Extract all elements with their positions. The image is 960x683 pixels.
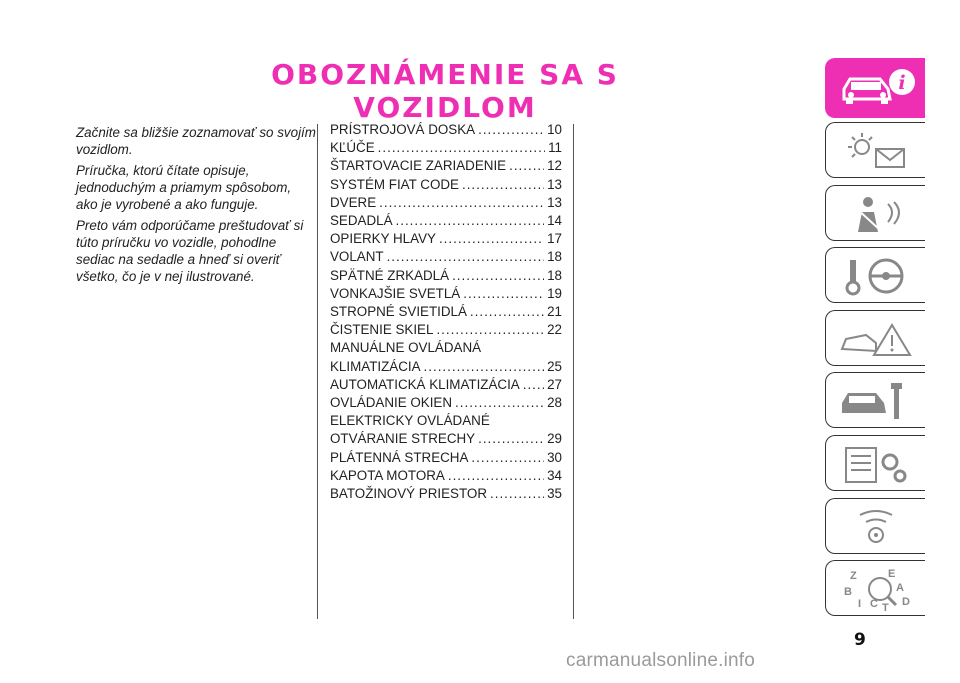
toc-entry-page: 29 [547,431,562,447]
toc-leader-dots [490,485,544,503]
toc-entry-label: DVERE [330,194,377,210]
toc-entry-page: 34 [547,467,562,483]
tab-car-info[interactable] [825,58,925,118]
index-letter: E [888,568,896,581]
watermark: carmanualsonline.info [566,650,756,671]
toc-entry-label: OPIERKY HLAVY [330,231,436,247]
toc-entry[interactable] [330,394,562,412]
toc-entry-page: 18 [547,249,562,265]
toc-entry[interactable] [330,212,562,230]
toc-entry[interactable] [330,376,562,394]
toc-entry-label: SPÄTNÉ ZRKADLÁ [330,267,450,283]
toc-entry[interactable] [330,157,562,175]
toc-entry[interactable] [330,339,562,375]
toc-entry-label: SYSTÉM FIAT CODE [330,176,459,192]
svg-text:i: i [898,72,906,94]
toc-leader-dots [452,267,544,285]
index-icon [836,567,918,613]
toc-entry-page: 13 [547,194,562,210]
index-letter: T [882,602,889,614]
toc-leader-dots [379,194,544,212]
toc-entry-page: 27 [547,376,562,392]
toc-entry-label: PRÍSTROJOVÁ DOSKA [330,122,476,137]
toc-entry[interactable] [330,176,562,194]
index-letter: I [858,598,862,611]
index-letter: B [844,586,852,599]
toc-entry[interactable] [330,194,562,212]
toc-leader-dots [396,212,545,230]
toc-entry-label: KAPOTA MOTORA [330,467,445,483]
toc-entry-page: 10 [547,122,562,137]
toc-entry[interactable] [330,412,562,448]
toc-entry-label: STROPNÉ SVIETIDLÁ [330,304,467,320]
toc-entry-label: ČISTENIE SKIEL [330,322,434,338]
toc-leader-dots [471,449,544,467]
toc-entry-page: 25 [547,358,562,374]
toc-entry-label: VONKAJŠIE SVETLÁ [330,285,461,301]
index-letter: C [870,598,878,611]
toc-entry[interactable] [330,485,562,503]
toc-entry-label: ŠTARTOVACIE ZARIADENIE [330,158,507,174]
tab-emergency[interactable] [825,310,925,366]
toc-entry-label: OVLÁDANIE OKIEN [330,395,453,411]
tab-starting-driving[interactable] [825,247,925,303]
toc-entry-label-line1: MANUÁLNE OVLÁDANÁ [330,340,482,356]
accident-icon [836,317,918,363]
toc-entry-label: VOLANT [330,249,384,265]
toc-leader-dots [462,176,544,194]
toc-entry-page: 22 [547,322,562,338]
index-letter: A [896,582,904,595]
column-divider [573,124,574,619]
toc-leader-dots [448,467,544,485]
toc-entry[interactable] [330,230,562,248]
toc-leader-dots [478,430,544,448]
toc-entry-label-line1: ELEKTRICKY OVLÁDANÉ [330,413,490,429]
warning-lights-icon [836,129,918,175]
column-divider [317,124,318,619]
toc-leader-dots [478,121,544,139]
toc-entry-page: 35 [547,486,562,502]
toc-leader-dots [436,321,544,339]
tab-technical-data[interactable] [825,435,925,491]
toc-entry-label: AUTOMATICKÁ KLIMATIZÁCIA [330,376,520,392]
toc-entry-label: KĽÚČE [330,140,375,156]
toc-leader-dots [470,303,544,321]
toc-entry-page: 28 [547,395,562,411]
intro-paragraph: Príručka, ktorú čítate opisuje, jednoduchým a priamym spôsobom, ako je vyrobené a ako funguje. [76,163,292,212]
toc-entry-label: OTVÁRANIE STRECHY [330,431,476,447]
toc-entry-page: 17 [547,231,562,247]
toc-entry[interactable] [330,449,562,467]
toc-leader-dots [509,157,544,175]
toc-leader-dots [387,248,545,266]
toc-entry[interactable] [330,285,562,303]
page-number: 9 [854,630,866,650]
toc-entry-label: SEDADLÁ [330,213,393,229]
car-maintenance-icon [836,379,918,425]
toc-entry[interactable] [330,303,562,321]
toc-leader-dots [455,394,544,412]
toc-entry-label: PLÁTENNÁ STRECHA [330,449,469,465]
tab-safety[interactable] [825,185,925,241]
toc-entry[interactable] [330,139,562,157]
intro-paragraph: Začnite sa bližšie zoznamovať so svojím vozidlom. [76,125,316,157]
toc-entry-page: 14 [547,213,562,229]
toc-entry[interactable] [330,248,562,266]
page-title: OBOZNÁMENIE SA S VOZIDLOM [271,58,619,124]
toc-leader-dots [378,139,545,157]
technical-data-icon [836,442,918,488]
car-info-icon [836,65,918,111]
toc-entry[interactable] [330,467,562,485]
toc-entry[interactable] [330,267,562,285]
toc-entry-label: KLIMATIZÁCIA [330,358,421,374]
toc-entry-label: BATOŽINOVÝ PRIESTOR [330,486,487,502]
toc-entry-page: 13 [547,176,562,192]
table-of-contents [330,121,562,503]
index-letter: Z [850,570,857,583]
intro-paragraph: Preto vám odporúčame preštudovať si túto príručku vo vozidle, pohodlne sediac na sedadle a hneď si overiť všetko, čo je v nej ilustrované. [76,218,304,284]
index-letter: D [902,596,910,609]
toc-leader-dots [463,285,544,303]
toc-entry[interactable] [330,321,562,339]
seatbelt-airbag-icon [836,192,918,238]
toc-entry-page: 11 [548,140,562,156]
tab-warning-lights[interactable] [825,122,925,178]
key-steering-icon [836,254,918,300]
toc-leader-dots [523,376,544,394]
toc-entry-page: 30 [547,449,562,465]
toc-entry-page: 18 [547,267,562,283]
toc-entry-page: 19 [547,285,562,301]
multimedia-icon [836,505,918,551]
toc-entry[interactable] [330,121,562,139]
tab-maintenance[interactable] [825,372,925,428]
chapter-tabs [825,58,928,623]
intro-text [76,124,316,289]
tab-multimedia[interactable] [825,498,925,554]
tab-index[interactable] [825,560,925,616]
toc-leader-dots [424,358,545,376]
toc-leader-dots [439,230,544,248]
toc-entry-page: 12 [547,158,562,174]
toc-entry-page: 21 [547,304,562,320]
